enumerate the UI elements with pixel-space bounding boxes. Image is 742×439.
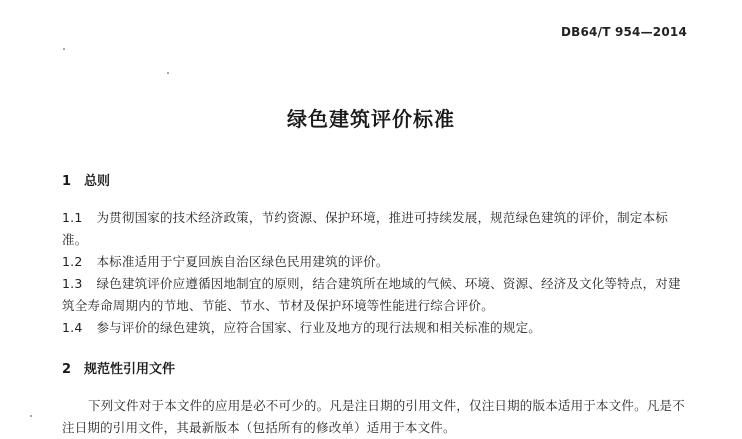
clause-text: 参与评价的绿色建筑，应符合国家、行业及地方的现行法规和相关标准的规定。 [96, 320, 541, 335]
clause-1-1 [62, 207, 692, 251]
clause-text: 为贯彻国家的技术经济政策，节约资源、保护环境，推进可持续发展，规范绿色建筑的评价，制定本标准。 [62, 210, 668, 247]
document-title: 绿色建筑评价标准 [287, 107, 455, 131]
clause-1-4 [62, 317, 692, 339]
section-number: 1 [62, 174, 72, 189]
document-code: DB64/T 954—2014 [561, 25, 687, 39]
clause-number: 1.3 [62, 276, 83, 291]
clause-number: 1.2 [62, 254, 83, 269]
scan-speck [167, 72, 169, 74]
section-heading-general [62, 170, 110, 189]
section-title: 总则 [84, 174, 111, 189]
section-heading-normative-references [62, 358, 175, 377]
clause-text: 绿色建筑评价应遵循因地制宜的原则，结合建筑所在地域的气候、环境、资源、经济及文化等特点，对建筑全寿命周期内的节地、节能、节水、节材及保护环境等性能进行综合评价。 [62, 276, 681, 313]
clause-text: 本标准适用于宁夏回族自治区绿色民用建筑的评价。 [96, 254, 389, 269]
clause-number: 1.1 [62, 210, 83, 225]
section-2-body: 下列文件对于本文件的应用是必不可少的。凡是注日期的引用文件，仅注日期的版本适用于本文件。凡是不注日期的引用文件，其最新版本（包括所有的修改单）适用于本文件。 [62, 398, 685, 435]
clause-1-3 [62, 273, 692, 317]
scan-speck [30, 415, 32, 417]
section-title: 规范性引用文件 [84, 362, 176, 377]
section-number: 2 [62, 362, 72, 377]
clause-1-2 [62, 251, 692, 273]
scan-speck [63, 48, 65, 50]
clause-number: 1.4 [62, 320, 83, 335]
